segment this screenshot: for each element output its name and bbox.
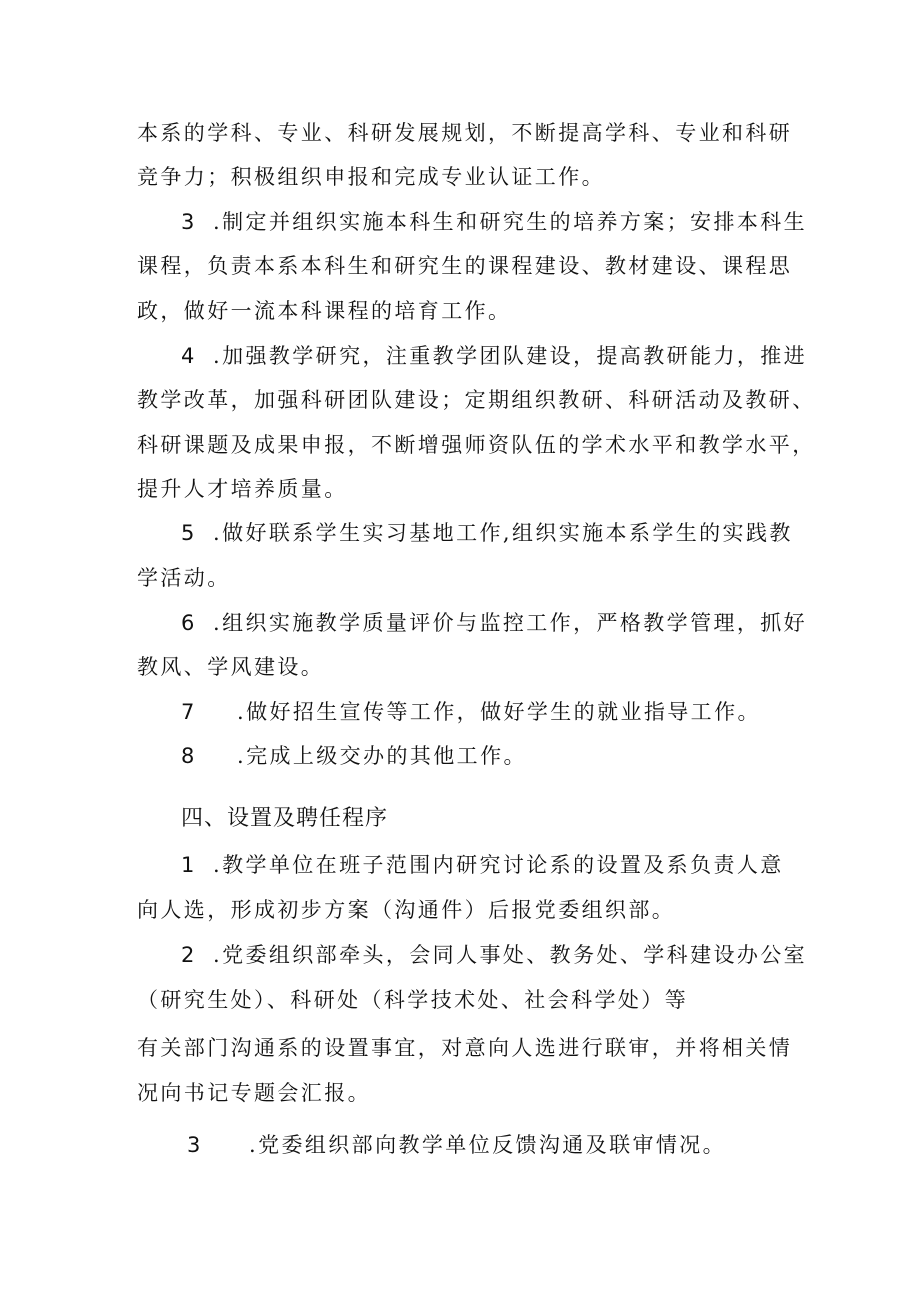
list-item-8-line — [181, 741, 527, 771]
list-number: 3 — [181, 210, 195, 234]
list-number: 3 — [187, 1133, 201, 1157]
list-number: 1 — [181, 853, 195, 877]
text-line: 本系的学科、专业、科研发展规划，不断提高学科、专业和科研 — [137, 121, 793, 145]
text-span: .制定并组织实施本科生和研究生的培养方案；安排本科生 — [213, 210, 808, 234]
text-line: 况向书记专题会汇报。 — [137, 1081, 371, 1105]
list-item-4-first-line — [181, 341, 807, 371]
text-span: .教学单位在班子范围内研究讨论系的设置及系负责人意 — [213, 853, 784, 877]
text-line: （研究生处）、科研处（科学技术处、社会科学处）等 — [137, 988, 689, 1012]
list-number: 8 — [181, 744, 195, 768]
text-line: 提升人才培养质量。 — [137, 477, 348, 501]
section-heading: 四、设置及聘任程序 — [181, 806, 389, 831]
list-item-6-first-line — [181, 608, 807, 638]
list-number: 7 — [181, 700, 195, 724]
text-line: 课程，负责本系本科生和研究生的课程建设、教材建设、课程思 — [137, 254, 793, 278]
list-item-3-first-line — [181, 207, 807, 237]
text-line: 向人选，形成初步方案（沟通件）后报党委组织部。 — [137, 898, 676, 922]
list-item-7-line — [181, 697, 761, 727]
list-number: 5 — [181, 521, 195, 545]
text-line: 学活动。 — [137, 566, 231, 590]
text-span: .做好招生宣传等工作，做好学生的就业指导工作。 — [237, 700, 761, 724]
text-line: 竞争力；积极组织申报和完成专业认证工作。 — [137, 165, 605, 189]
text-span: .党委组织部向教学单位反馈沟通及联审情况。 — [249, 1133, 727, 1157]
text-line: 有关部门沟通系的设置事宜，对意向人选进行联审，并将相关情 — [137, 1036, 793, 1060]
list-number: 4 — [181, 344, 195, 368]
text-span: .党委组织部牵头，会同人事处、教务处、学科建设办公室 — [213, 943, 808, 967]
text-span: .组织实施教学质量评价与监控工作，严格教学管理，抓好 — [213, 611, 808, 635]
section-item-1-first-line — [181, 850, 784, 880]
text-line: 政，做好一流本科课程的培育工作。 — [137, 299, 512, 323]
section-item-2-first-line — [181, 940, 807, 970]
list-number: 2 — [181, 943, 195, 967]
text-span: .完成上级交办的其他工作。 — [237, 744, 527, 768]
text-line: 教风、学风建设。 — [137, 655, 325, 679]
list-item-5-first-line — [181, 518, 793, 548]
text-span: .做好联系学生实习基地工作,组织实施本系学生的实践教 — [213, 521, 793, 545]
text-span: .加强教学研究，注重教学团队建设，提高教研能力，推进 — [213, 344, 808, 368]
text-line: 教学改革，加强科研团队建设；定期组织教研、科研活动及教研、 — [137, 388, 816, 412]
text-line: 科研课题及成果申报，不断增强师资队伍的学术水平和教学水平， — [137, 433, 816, 457]
list-number: 6 — [181, 611, 195, 635]
section-item-3-line — [187, 1130, 726, 1160]
